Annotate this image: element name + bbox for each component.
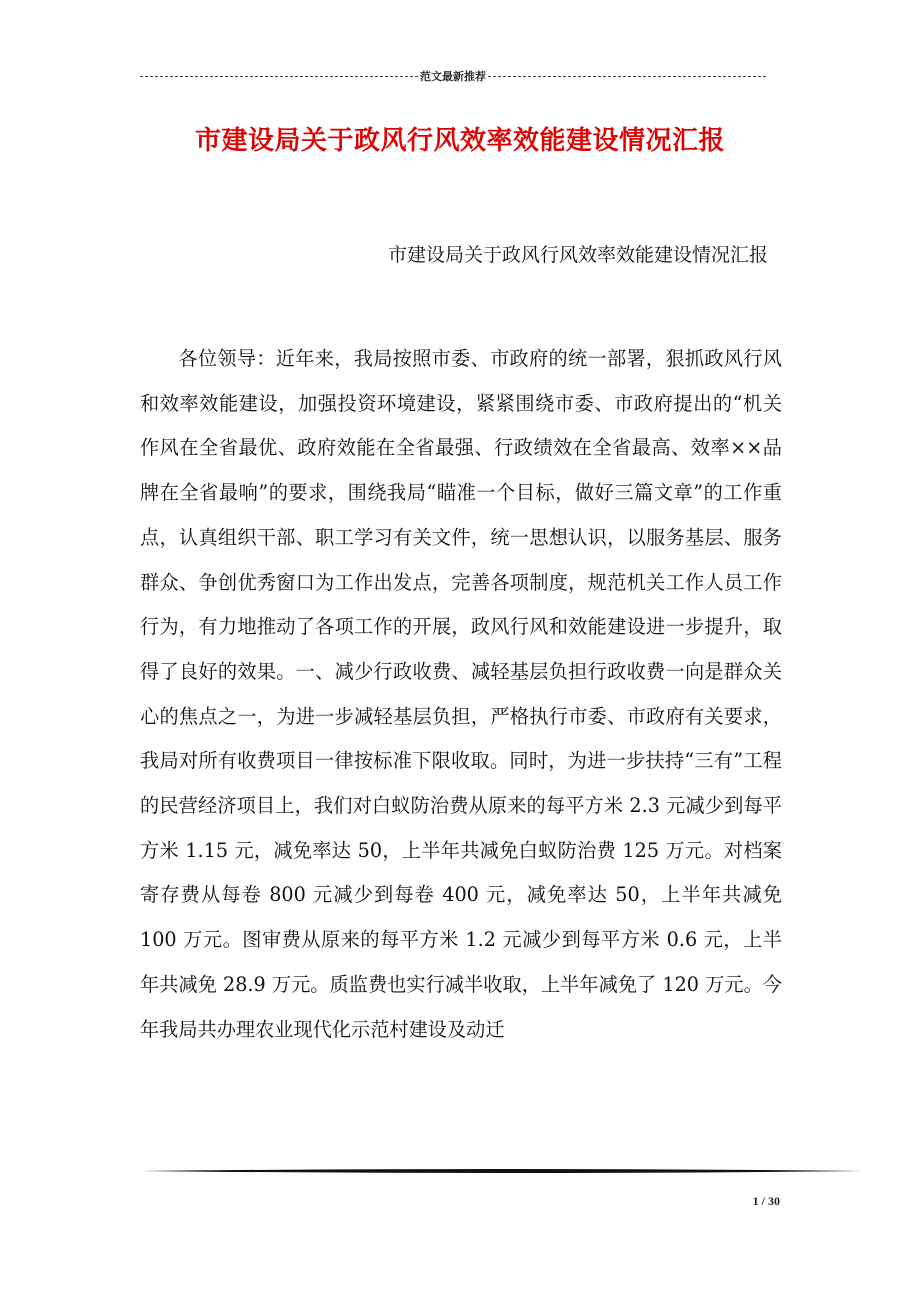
subtitle-text: 市建设局关于政风行风效率效能建设情况汇报 xyxy=(387,244,768,266)
header-dashed-rule-left xyxy=(140,76,418,77)
page-header xyxy=(140,68,766,84)
document-subtitle xyxy=(140,240,768,267)
body-paragraph: 各位领导：近年来，我局按照市委、市政府的统一部署，狠抓政风行风和效率效能建设，加强投资环境建设，紧紧围绕市委、市政府提出的“机关作风在全省最优、政府效能在全省最强、行政绩效在全省最高、效率××品牌在全省最响”的要求，围绕我局“瞄准一个目标，做好三篇文章”的工作重点，认真组织干部、职工学习有关文件，统一思想认识，以服务基层、服务群众、争创优秀窗口为工作出发点，完善各项制度，规范机关工作人员工作行为，有力地推动了各项工作的开展，政风行风和效能建设进一步提升，取得了良好的效果。一、减少行政收费、减轻基层负担行政收费一向是群众关心的焦点之一，为进一步减轻基层负担，严格执行市委、市政府有关要求，我局对所有收费项目一律按标准下限收取。同时，为进一步扶持“三有”工程的民营经济项目上，我们对白蚁防治费从原来的每平方米 2.3 元减少到每平方米 1.15 元，减免率达 50，上半年共减免白蚁防治费 125 万元。对档案寄存费从每卷 800 元减少到每卷 400 元，减免率达 50，上半年共减免 100 万元。图审费从原来的每平方米 1.2 元减少到每平方米 0.6 元，上半年共减免 28.9 万元。质监费也实行减半收取，上半年减免了 120 万元。今年我局共办理农业现代化示范村建设及动迁 xyxy=(140,347,782,1041)
header-dashed-rule-right xyxy=(488,76,766,77)
header-label: 范文最新推荐 xyxy=(420,70,486,83)
footer-rule xyxy=(140,1168,864,1174)
page-number: 1 / 30 xyxy=(752,1194,780,1208)
document-title: 市建设局关于政风行风效率效能建设情况汇报 xyxy=(194,126,725,156)
